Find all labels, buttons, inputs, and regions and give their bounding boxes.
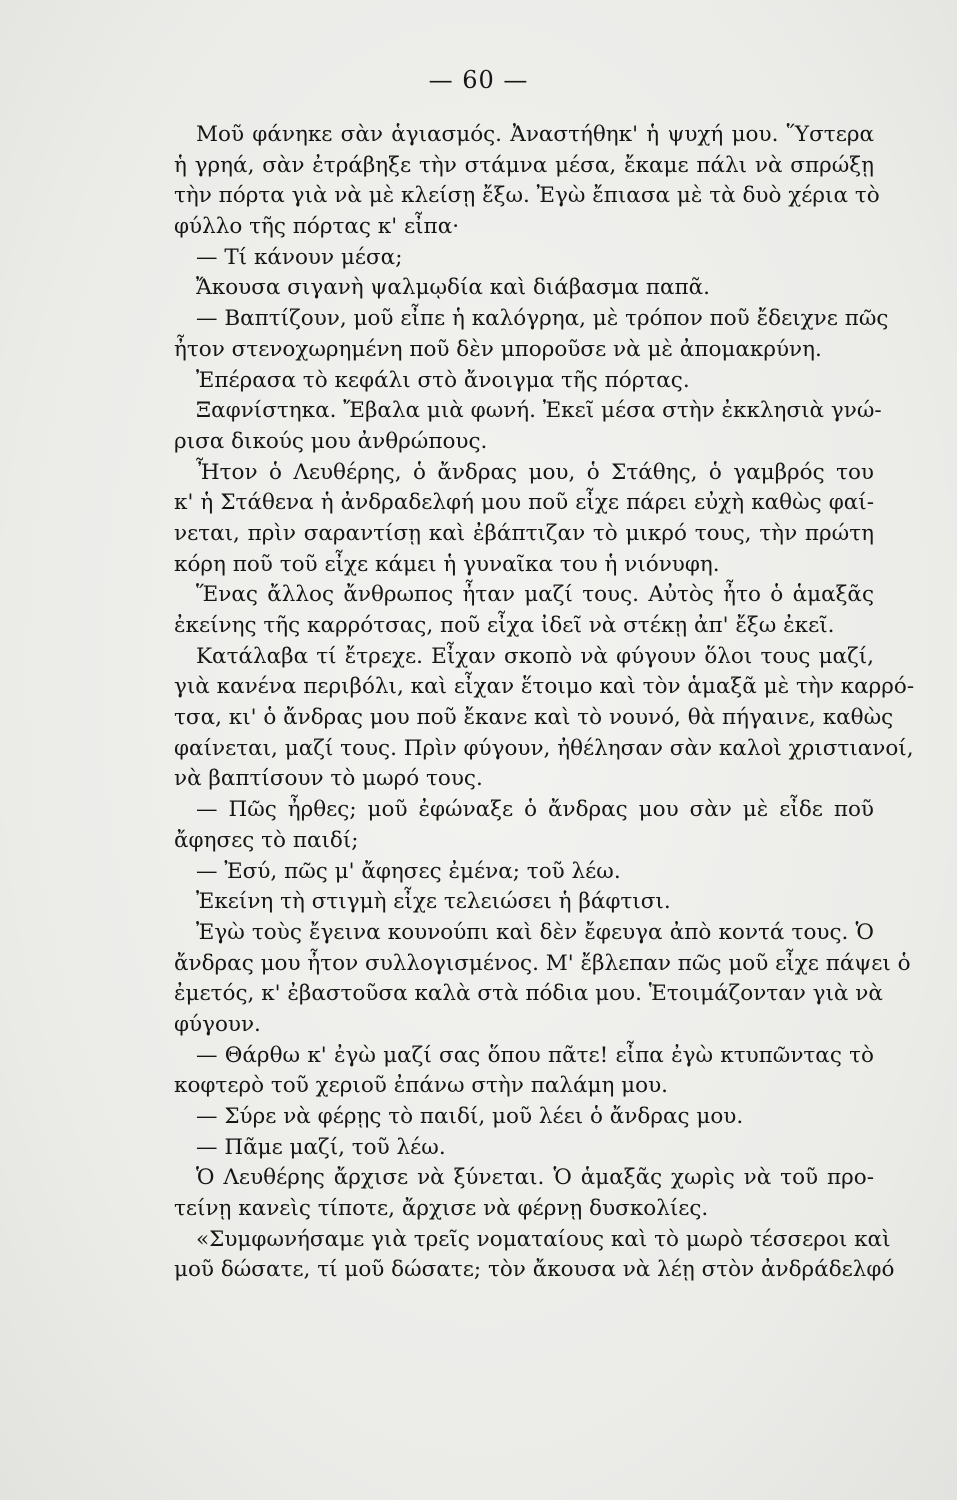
text-line: Ἐγὼ τοὺς ἔγεινα κουνούπι καὶ δὲν ἔφευγα ἀπὸ κοντά τους. Ὁ — [196, 919, 874, 945]
text-line: τείνῃ κανεὶς τίποτε, ἄρχισε νὰ φέρνῃ δυσκολίες. — [174, 1196, 709, 1222]
text-line: Ἐπέρασα τὸ κεφάλι στὸ ἄνοιγμα τῆς πόρτας. — [196, 367, 690, 393]
text-line: ἐμετός, κ' ἐβαστοῦσα καλὰ στὰ πόδια μου. Ἑτοιμάζονταν γιὰ νὰ — [174, 981, 883, 1007]
text-line: — Ἐσύ, πῶς μ' ἄφησες ἐμένα; τοῦ λέω. — [196, 858, 621, 884]
text-line: ρισα δικούς μου ἀνθρώπους. — [174, 428, 488, 454]
text-line: Κατάλαβα τί ἔτρεχε. Εἶχαν σκοπὸ νὰ φύγουν ὅλοι τους μαζί, — [196, 643, 874, 669]
text-line: ἦτον στενοχωρημένη ποῦ δὲν μποροῦσε νὰ μὲ ἀπομακρύνη. — [174, 336, 822, 362]
text-line: — Πῶς ἦρθες; μοῦ ἐφώναξε ὁ ἄνδρας μου σὰν μὲ εἶδε ποῦ — [196, 797, 874, 823]
text-line: φύλλο τῆς πόρτας κ' εἶπα· — [174, 214, 460, 240]
text-line: μοῦ δώσατε, τί μοῦ δώσατε; τὸν ἄκουσα νὰ λέῃ στὸν ἀνδράδελφό — [174, 1257, 895, 1283]
text-line: — Τί κάνουν μέσα; — [196, 244, 403, 270]
text-line: φύγουν. — [174, 1011, 261, 1037]
text-line: νὰ βαπτίσουν τὸ μωρό τους. — [174, 766, 483, 792]
body-text — [174, 120, 915, 1286]
text-line: τσα, κι' ὁ ἄνδρας μου ποῦ ἔκανε καὶ τὸ νουνό, θὰ πήγαινε, καθὼς — [174, 705, 894, 731]
text-line: Ἦτον ὁ Λευθέρης, ὁ ἄνδρας μου, ὁ Στάθης, ὁ γαμβρός του — [196, 459, 874, 485]
text-line: Ἐκείνη τὴ στιγμὴ εἶχε τελειώσει ἡ βάφτισι. — [196, 889, 671, 915]
text-line: Ξαφνίστηκα. Ἔβαλα μιὰ φωνή. Ἐκεῖ μέσα στὴν ἐκκλησιὰ γνώ- — [196, 398, 882, 424]
text-line: ἐκείνης τῆς καρρότσας, ποῦ εἶχα ἰδεῖ νὰ στέκῃ ἀπ' ἔξω ἐκεῖ. — [174, 613, 835, 638]
text-line: — Θάρθω κ' ἐγὼ μαζί σας ὅπου πᾶτε! εἶπα ἐγὼ κτυπῶντας τὸ — [196, 1042, 874, 1068]
text-line: ἄνδρας μου ἦτον συλλογισμένος. Μ' ἔβλεπαν πῶς μοῦ εἶχε πάψει ὁ — [174, 950, 911, 976]
text-line: — Σύρε νὰ φέρῃς τὸ παιδί, μοῦ λέει ὁ ἄνδρας μου. — [196, 1104, 744, 1129]
text-line: κ' ἡ Στάθενα ἡ ἀνδραδελφή μου ποῦ εἶχε πάρει εὐχὴ καθὼς φαί- — [174, 490, 874, 516]
text-line: γιὰ κανένα περιβόλι, καὶ εἶχαν ἕτοιμο καὶ τὸν ἁμαξᾶ μὲ τὴν καρρό- — [174, 674, 915, 700]
text-line: Ὁ Λευθέρης ἄρχισε νὰ ξύνεται. Ὁ ἁμαξᾶς χωρὶς νὰ τοῦ προ- — [196, 1165, 874, 1191]
text-line: Ἕνας ἄλλος ἄνθρωπος ἦταν μαζί τους. Αὐτὸς ἦτο ὁ ἁμαξᾶς — [196, 582, 874, 608]
text-line: Μοῦ φάνηκε σὰν ἁγιασμός. Ἀναστήθηκ' ἡ ψυχή μου. Ὕστερα — [196, 122, 874, 147]
text-line: Ἄκουσα σιγανὴ ψαλμῳδία καὶ διάβασμα παπᾶ. — [196, 275, 710, 301]
text-line: — Πᾶμε μαζί, τοῦ λέω. — [196, 1134, 446, 1160]
text-line: τὴν πόρτα γιὰ νὰ μὲ κλείσῃ ἔξω. Ἐγὼ ἔπιασα μὲ τὰ δυὸ χέρια τὸ — [174, 183, 880, 209]
text-line: ἡ γρηά, σὰν ἐτράβηξε τὴν στάμνα μέσα, ἔκαμε πάλι νὰ σπρώξῃ — [174, 152, 874, 178]
text-line: — Βαπτίζουν, μοῦ εἶπε ἡ καλόγρηα, μὲ τρόπον ποῦ ἔδειχνε πῶς — [196, 306, 889, 332]
text-line: «Συμφωνήσαμε γιὰ τρεῖς νοματαίους καὶ τὸ μωρὸ τέσσεροι καὶ — [196, 1226, 891, 1252]
text-line: κόρη ποῦ τοῦ εἶχε κάμει ἡ γυναῖκα του ἡ νιόνυφη. — [174, 551, 720, 577]
text-line: ἄφησες τὸ παιδί; — [174, 827, 359, 853]
text-line: κοφτερὸ τοῦ χεριοῦ ἐπάνω στὴν παλάμη μου. — [174, 1073, 668, 1099]
text-line: φαίνεται, μαζί τους. Πρὶν φύγουν, ἠθέλησαν σὰν καλοὶ χριστιανοί, — [174, 735, 914, 761]
page-number: — 60 — — [428, 66, 529, 94]
text-line: νεται, πρὶν σαραντίσῃ καὶ ἐβάπτιζαν τὸ μικρό τους, τὴν πρώτη — [174, 520, 874, 546]
